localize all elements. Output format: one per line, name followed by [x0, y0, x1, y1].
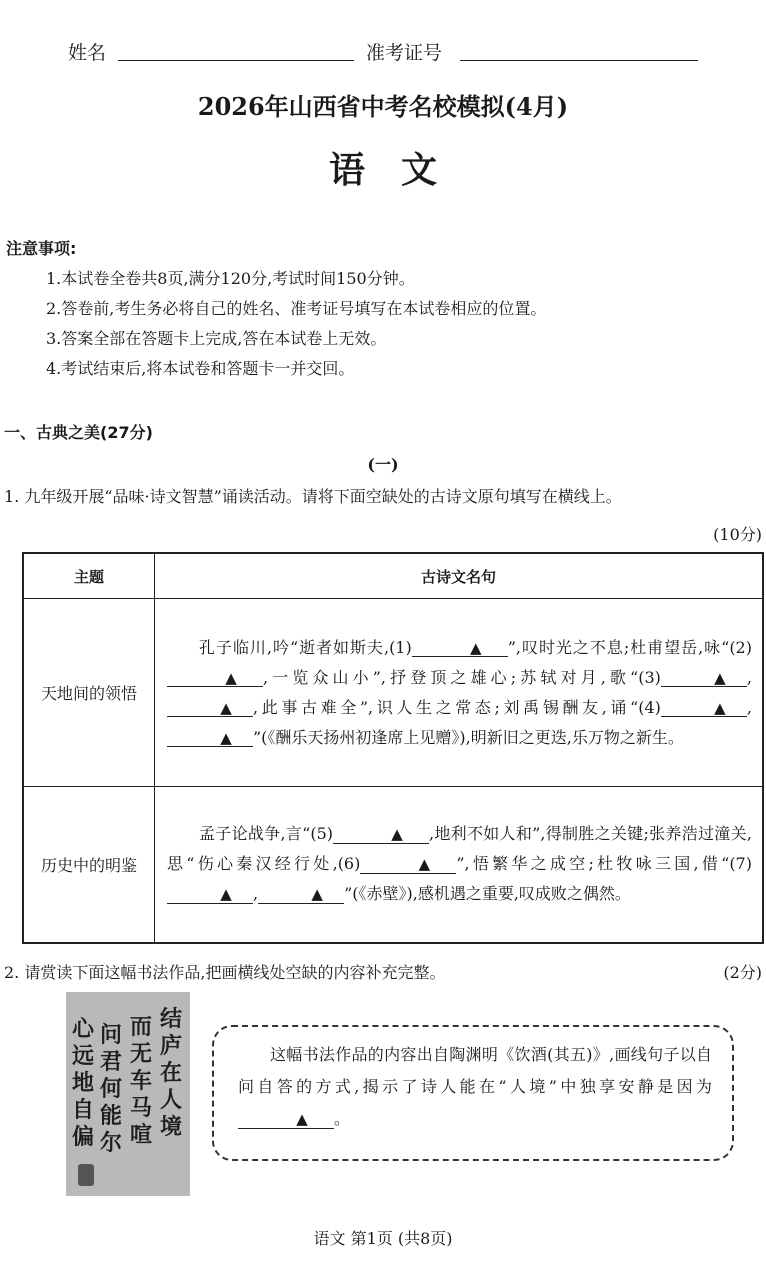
text-segment: ,: [746, 697, 752, 717]
text-segment: ”(《赤壁》),感机遇之重要,叹成败之偶然。: [344, 884, 631, 904]
answer-blank-1[interactable]: ▲: [412, 640, 508, 658]
answer-blank-7b[interactable]: ▲: [258, 886, 344, 904]
calligraphy-column: 心远地自偏: [72, 1016, 95, 1150]
calligraphy-column: 结庐在人境: [160, 1006, 183, 1140]
page-title: 2026年山西省中考名校模拟(4月): [197, 92, 569, 121]
lines-cell: [155, 787, 764, 943]
page-footer: 语文 第1页 (共8页): [313, 1229, 453, 1248]
blank-number: (4): [638, 697, 661, 717]
name-label: 姓名: [68, 42, 107, 64]
blank-number: (3): [638, 667, 661, 687]
blank-number: (7): [729, 854, 752, 874]
text-segment: ,: [746, 667, 752, 687]
question-2-text: 2. 请赏读下面这幅书法作品,把画横线处空缺的内容补充完整。: [4, 963, 446, 982]
lines-cell: [155, 599, 764, 787]
answer-box: [212, 1025, 734, 1161]
answer-blank-4a[interactable]: ▲: [661, 700, 747, 718]
answer-box-text: [238, 1039, 712, 1135]
notice-item: 1.本试卷全卷共8页,满分120分,考试时间150分钟。: [46, 269, 415, 288]
theme-cell: 天地间的领悟: [23, 599, 155, 787]
text-segment: 孔子临川,吟“逝者如斯夫,: [199, 637, 390, 657]
answer-blank-6[interactable]: ▲: [360, 856, 456, 874]
name-line: [118, 60, 354, 61]
poetry-table: [22, 552, 764, 944]
theme-cell: 历史中的明鉴: [23, 787, 155, 943]
blank-number: (1): [389, 637, 412, 657]
text-segment: ”,悟繁华之成空;杜牧咏三国,借“: [456, 854, 730, 874]
text-segment: 孟子论战争,言“: [199, 824, 311, 844]
text-segment: ”(《酬乐天扬州初逢席上见赠》),明新旧之更迭,乐万物之新生。: [253, 727, 684, 747]
notice-item: 3.答案全部在答题卡上完成,答在本试卷上无效。: [46, 329, 387, 348]
text-segment: 这幅书法作品的内容出自陶渊明《饮酒(其五)》,画线句子以自问自答的方式,揭示了诗人能在“人境”中独享安静是因为: [238, 1045, 712, 1096]
answer-blank-4b[interactable]: ▲: [167, 730, 253, 748]
answer-blank-2[interactable]: ▲: [167, 670, 263, 688]
subsection-heading: (一): [367, 455, 399, 474]
notice-item: 2.答卷前,考生务必将自己的姓名、准考证号填写在本试卷相应的位置。: [46, 299, 547, 318]
calligraphy-image: [66, 992, 190, 1196]
section-heading: 一、古典之美(27分): [4, 423, 153, 442]
answer-blank-7a[interactable]: ▲: [167, 886, 253, 904]
seal-stamp: [78, 1164, 94, 1186]
text-segment: ,此事古难全”,识人生之常态;刘禹锡酬友,诵“: [253, 697, 639, 717]
text-segment: ”,叹时光之不息;杜甫望岳,咏“: [507, 637, 730, 657]
blank-number: (6): [337, 854, 361, 874]
table-header-lines: 古诗文名句: [155, 553, 764, 599]
text-segment: 。: [334, 1109, 351, 1128]
notice-item: 4.考试结束后,将本试卷和答题卡一并交回。: [46, 359, 355, 378]
subject-title: 语 文: [328, 150, 437, 191]
table-header-theme: 主题: [23, 553, 155, 599]
exam-id-line: [460, 60, 698, 61]
question-2-score: (2分): [723, 963, 762, 982]
text-segment: ,: [253, 884, 259, 904]
text-segment: ,一览众山小”,抒登顶之雄心;苏轼对月,歌“: [263, 667, 639, 687]
blank-number: (5): [310, 824, 333, 844]
exam-id-label: 准考证号: [366, 42, 443, 64]
calligraphy-column: 而无车马喧: [130, 1014, 153, 1148]
answer-blank-q2[interactable]: ▲: [238, 1111, 334, 1129]
calligraphy-column: 问君何能尔: [100, 1022, 123, 1156]
text-segment: ,地利不如人和”,得制胜之关键;张养浩过潼关,思“伤心秦汉经行处,: [167, 824, 752, 874]
answer-blank-3a[interactable]: ▲: [661, 670, 747, 688]
table-row: [23, 599, 763, 787]
table-header-row: [23, 553, 763, 599]
question-1-score: (10分): [713, 525, 762, 544]
answer-blank-3b[interactable]: ▲: [167, 700, 253, 718]
table-row: [23, 787, 763, 943]
question-1-text: 1. 九年级开展“品味·诗文智慧”诵读活动。请将下面空缺处的古诗文原句填写在横线上。: [4, 487, 622, 506]
blank-number: (2): [729, 637, 752, 657]
notice-heading: 注意事项:: [6, 239, 77, 258]
answer-blank-5[interactable]: ▲: [333, 826, 429, 844]
